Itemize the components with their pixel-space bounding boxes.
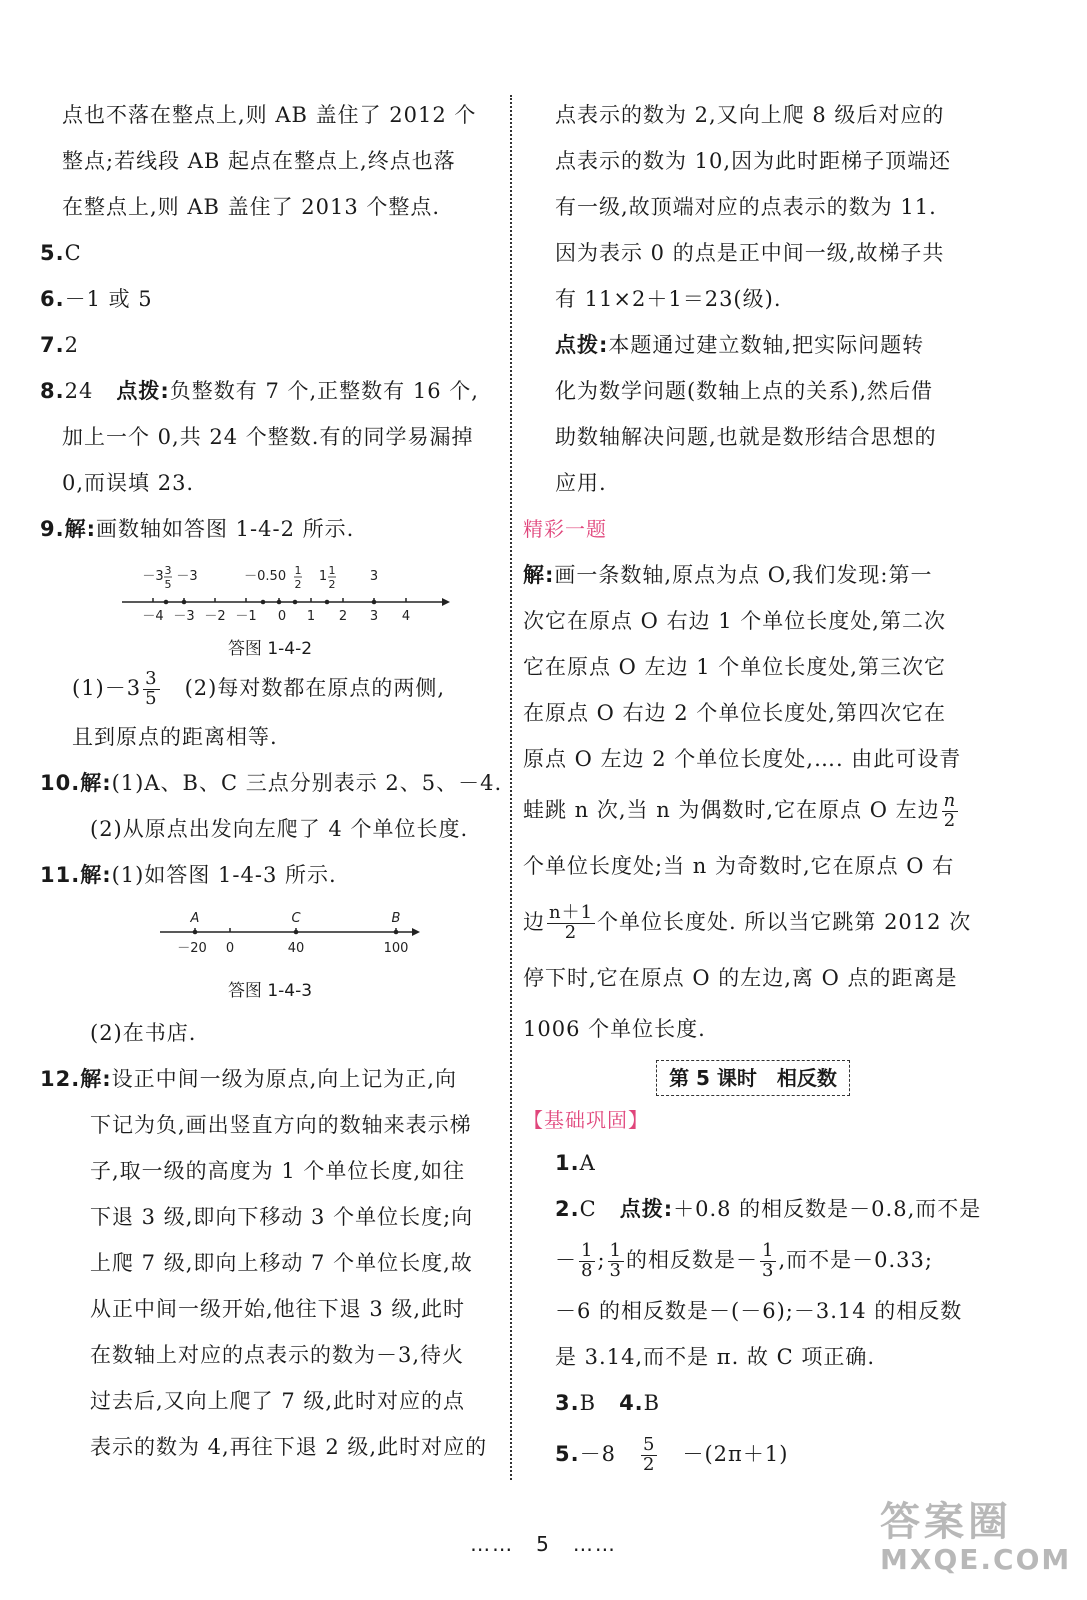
fraction: $\frac{n+1}{2}$ [549,902,594,943]
text-line: 过去后,又向上爬了 7 级,此时对应的点 [90,1389,466,1413]
answer-r3-r4: 3.B 4.B [555,1391,661,1415]
label: 0 [277,569,287,584]
figure-1-4-2 [40,552,500,662]
left-column [40,92,503,1470]
text-line: 下退 3 级,即向下移动 3 个单位长度;向 [90,1205,474,1229]
text-line: 个单位长度处;当 n 为奇数时,它在原点 O 右 [523,854,955,878]
label: －3 [142,569,164,584]
question-number: 2. [555,1197,580,1221]
point-label: C [291,911,301,926]
text-line: － $\frac{1}{8}$ ; $\frac{1}{3}$ 的相反数是－ $\frac{1}{3}$ ,而不是－0.33; [555,1240,933,1281]
question-number: 6. [40,287,65,311]
label: 3 [369,569,379,584]
text-line: 原点 O 左边 2 个单位长度处,…. 由此可设青 [523,747,962,771]
tick-label: 1 [306,609,316,624]
text-line: 下记为负,画出竖直方向的数轴来表示梯 [90,1113,472,1137]
tick-label: 2 [338,609,348,624]
text-line: 应用. [555,471,607,495]
text-line: 蛙跳 n 次,当 n 为偶数时,它在原点 O 左边 $\frac{n}{2}$ [523,790,957,831]
text-line: 从正中间一级开始,他往下退 3 级,此时 [90,1297,466,1321]
tick-label: 40 [287,941,305,956]
number-line-1-4-3 [40,898,500,968]
label: －0.5 [244,569,278,584]
text-line: (2)在书店. [90,1021,197,1045]
answer-12: 12.解:设正中间一级为原点,向上记为正,向 [40,1067,457,1091]
page-number: …… 5 …… [470,1532,617,1556]
tick-label: 0 [225,941,235,956]
text-line: 有 11×2＋1＝23(级). [555,287,782,311]
label: 5 [164,578,172,591]
watermark-logo [880,1490,1070,1590]
column-divider [510,95,512,1480]
fraction: $\frac{1}{8}$ [581,1240,594,1281]
answer-10: 10.解:(1)A、B、C 三点分别表示 2、5、－4. [40,771,503,795]
answer-11: 11.解:(1)如答图 1-4-3 所示. [40,863,337,887]
tip-label: 点拨: [116,379,170,403]
answer-8: 8.24 点拨:负整数有 7 个,正整数有 16 个, [40,379,479,403]
text-line: 子,取一级的高度为 1 个单位长度,如往 [90,1159,466,1183]
text-line: －6 的相反数是－(－6);－3.14 的相反数 [555,1299,963,1323]
tick-label: 4 [401,609,411,624]
question-number: 8. [40,379,65,403]
number-line-1-4-2 [40,552,500,632]
question-number: 1. [555,1151,580,1175]
text-line: (2)从原点出发向左爬了 4 个单位长度. [90,817,469,841]
text-line: 它在原点 O 左边 1 个单位长度处,第三次它 [523,655,946,679]
fraction: $\frac{n}{2}$ [943,790,957,831]
tick-label: －3 [173,609,195,624]
fraction: $\frac{3}{5}$ [145,668,158,709]
label: 3 [164,564,172,577]
text-line: 是 3.14,而不是 π. 故 C 项正确. [555,1345,876,1369]
solution-label: 解: [80,1067,112,1091]
question-number: 11. [40,863,81,887]
label: 1 [328,564,336,577]
answer-r5: 5.－8 $\frac{5}{2}$ －(2π＋1) [555,1434,789,1475]
label: 2 [328,578,336,591]
answer-7: 7.2 [40,333,79,357]
lesson-title-wrap [523,1052,983,1100]
answer-9: 9.解:画数轴如答图 1-4-2 所示. [40,517,355,541]
question-number: 5. [40,241,65,265]
tip-paragraph: 点拨:本题通过建立数轴,把实际问题转 [555,333,925,357]
tick-label: 100 [383,941,409,956]
tick-label: －2 [204,609,226,624]
figure-1-4-3 [40,898,500,1010]
text-line: 边 $\frac{n+1}{2}$ 个单位长度处. 所以当它跳第 2012 次 [523,902,972,943]
answer-9-parts: (1)－3 $\frac{3}{5}$ (2)每对数都在原点的两侧, [72,668,446,709]
text-line: 上爬 7 级,即向上移动 7 个单位长度,故 [90,1251,473,1275]
solution-label: 解: [80,863,112,887]
tick-label: 3 [369,609,379,624]
fraction: $\frac{1}{3}$ [761,1240,775,1281]
text-line: 0,而误填 23. [62,471,195,495]
answer-r1: 1.A [555,1151,596,1175]
label: 1 [294,564,302,577]
label: 1 [318,569,328,584]
text-line: 停下时,它在原点 O 的左边,离 O 点的距离是 [523,966,958,990]
watermark-bottom: MXQE.COM [880,1543,1072,1576]
text-line: 点也不落在整点上,则 AB 盖住了 2012 个 [62,103,477,127]
tip-label: 点拨: [555,333,609,357]
fraction: $\frac{5}{2}$ [643,1434,656,1475]
tick-label: －1 [235,609,257,624]
question-number: 7. [40,333,65,357]
text-line: 在原点 O 右边 2 个单位长度处,第四次它在 [523,701,946,725]
answer-5: 5.C [40,241,82,265]
question-number: 4. [619,1391,644,1415]
text-line: 因为表示 0 的点是正中间一级,故梯子共 [555,241,945,265]
text-line: 在整点上,则 AB 盖住了 2013 个整点. [62,195,441,219]
text-line: 1006 个单位长度. [523,1017,706,1041]
question-number: 3. [555,1391,580,1415]
label: －3 [176,569,198,584]
text-line: 化为数学问题(数轴上点的关系),然后借 [555,379,934,403]
text-line: 加上一个 0,共 24 个整数.有的同学易漏掉 [62,425,474,449]
section-heading-jichu: 【基础巩固】 [523,1108,649,1132]
right-column [523,92,983,1482]
text-line: 点表示的数为 2,又向上爬 8 级后对应的 [555,103,945,127]
answer-r2: 2.C 点拨:＋0.8 的相反数是－0.8,而不是 [555,1197,982,1221]
question-number: 5. [555,1442,580,1466]
answer-6: 6.－1 或 5 [40,287,153,311]
tick-label: 0 [277,609,287,624]
tick-label: －20 [177,941,207,956]
text-line: 表示的数为 4,再往下退 2 级,此时对应的 [90,1435,488,1459]
tick-label: －4 [142,609,164,624]
point-label: A [190,911,200,926]
solution-label: 解: [523,563,555,587]
question-number: 12. [40,1067,81,1091]
text-line: 次它在原点 O 右边 1 个单位长度处,第二次 [523,609,946,633]
section-heading-jingcai: 精彩一题 [523,517,607,541]
tip-label: 点拨: [619,1197,674,1221]
question-number: 10. [40,771,81,795]
jingcai-solution: 解:画一条数轴,原点为点 O,我们发现:第一 [523,563,933,587]
text-line: 且到原点的距离相等. [72,725,278,749]
watermark-top: 答案圈 [880,1499,1012,1545]
lesson-title: 第 5 课时 相反数 [656,1060,850,1096]
figure-caption: 答图 1-4-3 [227,981,313,1001]
label: 2 [294,578,302,591]
solution-label: 解: [64,517,96,541]
text-line: 在数轴上对应的点表示的数为－3,待火 [90,1343,465,1367]
text-line: 有一级,故顶端对应的点表示的数为 11. [555,195,937,219]
text-line: 助数轴解决问题,也就是数形结合思想的 [555,425,937,449]
point-label: B [391,911,401,926]
fraction: $\frac{1}{3}$ [609,1240,622,1281]
figure-caption: 答图 1-4-2 [227,639,313,659]
text-line: 整点;若线段 AB 起点在整点上,终点也落 [62,149,456,173]
solution-label: 解: [80,771,112,795]
question-number: 9. [40,517,65,541]
text-line: 点表示的数为 10,因为此时距梯子顶端还 [555,149,952,173]
